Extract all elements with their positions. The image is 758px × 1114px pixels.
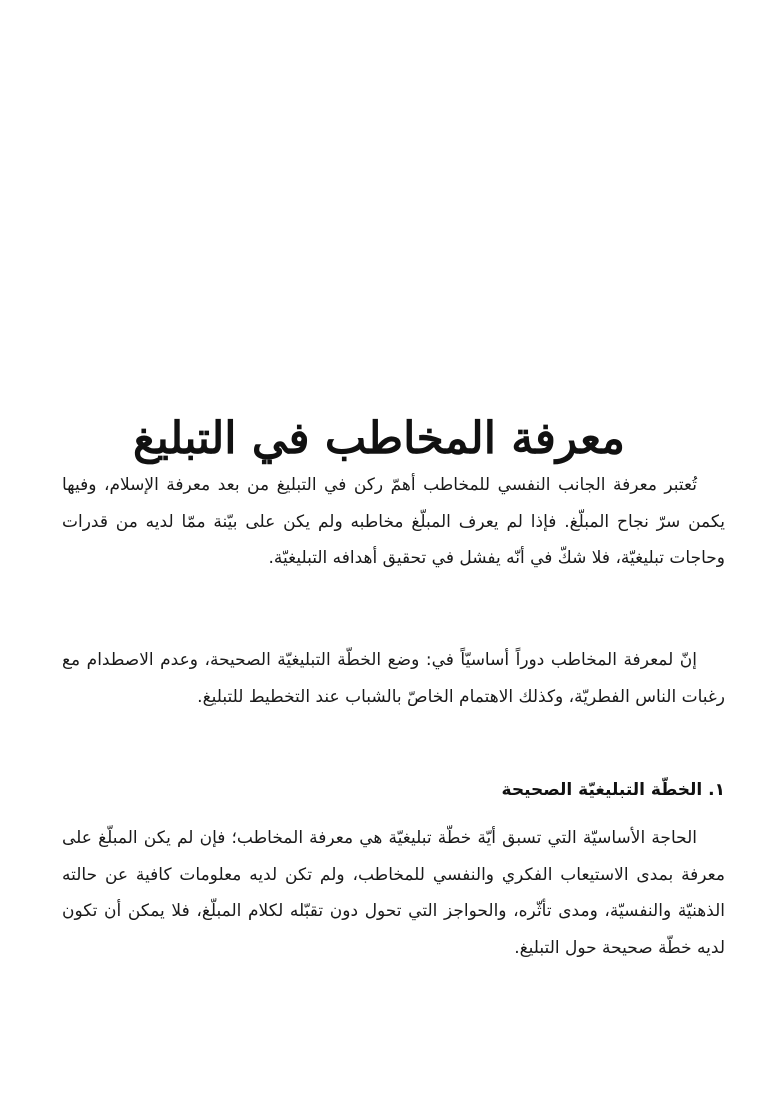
chapter-title: معرفة المخاطب في التبليغ [133,413,625,465]
paragraph-text: إنّ لمعرفة المخاطب دوراً أساسيّاً في: وضع الخطّة التبليغيّة الصحيحة، وعدم الاصطدام مع رغبات الناس الفطريّة، وكذلك الاهتمام الخاصّ بالشباب عند التخطيط للتبليغ. [62,650,725,707]
paragraph-text: تُعتبر معرفة الجانب النفسي للمخاطب أهمّ ركن في التبليغ من بعد معرفة الإسلام، وفيها يكمن سرّ نجاح المبلّغ. فإذا لم يعرف المبلّغ مخاطبه ولم يكن على بيّنة ممّا لديه من قدرات وحاجات تبليغيّة، فلا شكّ في أنّه يفشل في تحقيق أهدافه التبليغيّة. [62,475,725,568]
section-heading: ١. الخطّة التبليغيّة الصحيحة [501,780,725,800]
paragraph-text: الحاجة الأساسيّة التي تسبق أيّة خطّة تبليغيّة هي معرفة المخاطب؛ فإن لم يكن المبلّغ على معرفة بمدى الاستيعاب الفكري والنفسي للمخاطب، ولم تكن لديه معلومات كافية عن حالته الذهنيّة والنفسيّة، ومدى تأثّره، والحواجز التي تحول دون تقبّله لكلام المبلّغ، فلا يمكن أن تكون لديه خطّة صحيحة حول التبليغ. [62,828,725,958]
paragraph-intro [62,467,725,577]
paragraph-plan [62,820,725,966]
paragraph-role [62,642,725,715]
